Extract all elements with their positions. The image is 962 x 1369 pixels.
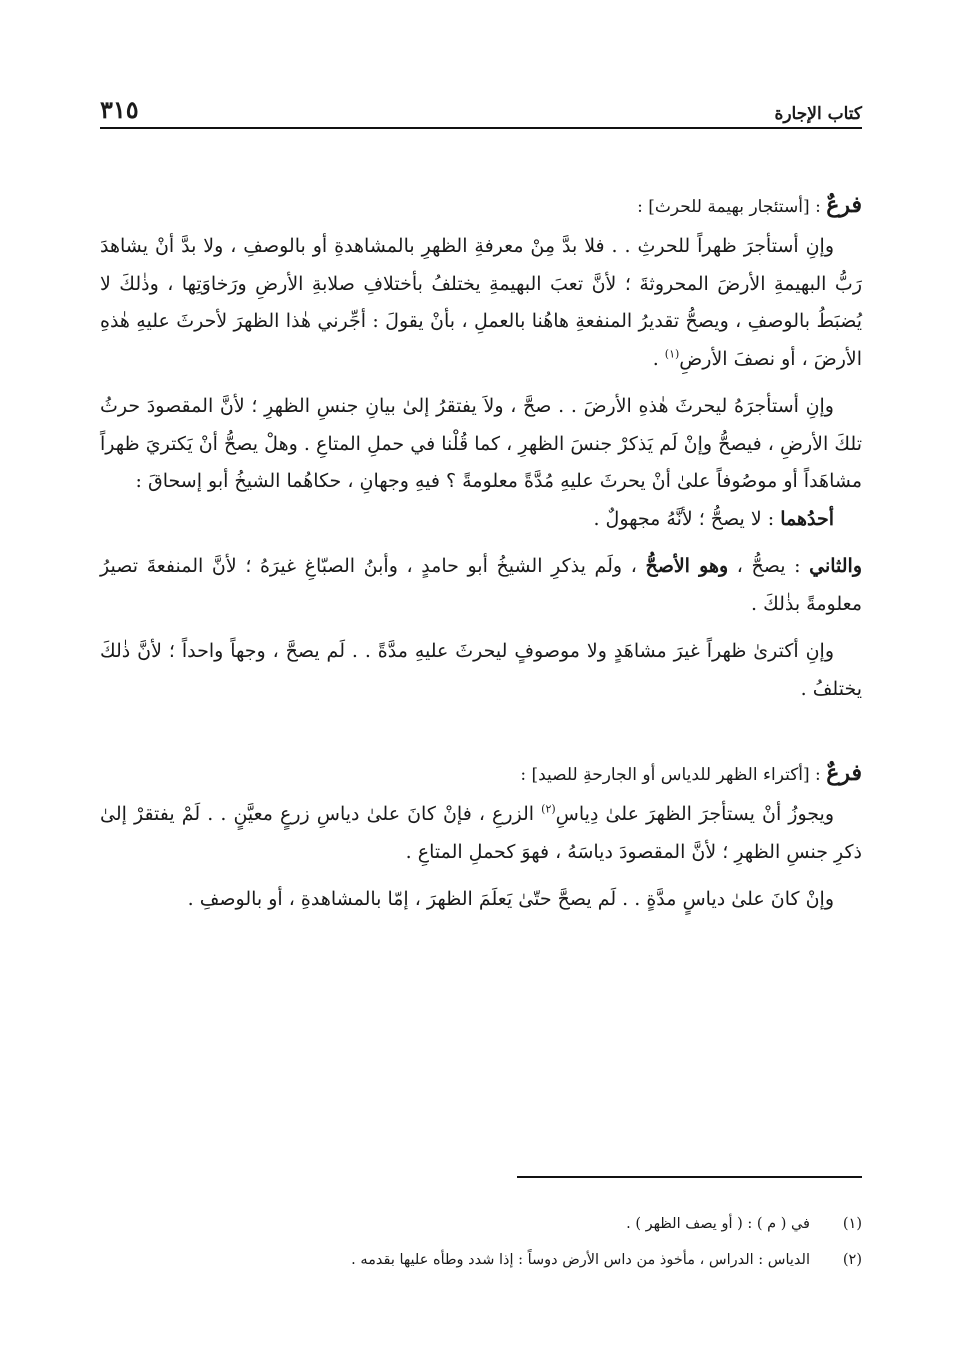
opinion-second-label: والثاني xyxy=(809,555,862,577)
paragraph-plowing-2: وإنِ أستأجرَهُ ليحرثَ هٰذهِ الأرضَ . . صحَّ ، ولاَ يفتقرُ إلىٰ بيانِ جنسِ الظهرِ ؛ لأنَّ المقصودَ حرثُ تلكَ الأرضِ ، فيصحُّ وإنْ لَم يَذكرْ جنسَ الظهرِ ، كما قُلْنا في حملِ المتاعِ . وهلْ يصحُّ أنْ يَكتريَ ظهراً مشاهَداً أو موصُوفاً علىٰ أنْ يحرثَ عليهِ مُدَّةً معلومةً ؟ فيهِ وجهانِ ، حكاهُما الشيخُ أبو إسحاقَ : xyxy=(100,395,862,492)
paragraph-end: . xyxy=(652,347,665,370)
opinion-first-text: : لا يصحُّ ؛ لأنَّهُ مجهولٌ . xyxy=(593,507,781,530)
section-heading-threshing xyxy=(100,752,862,796)
paragraph-text-rest: الزرعِ ، فإنْ كانَ علىٰ دياسِ زرعٍ معيَّنٍ . . لَمْ يفتقرْ إلىٰ ذكرِ جنسِ الظهرِ ؛ لأنَّ المقصودَ دياسَهُ ، فهوَ كحملِ المتاعِ . xyxy=(100,803,862,863)
paragraph-plowing-3: وإنِ أكترىٰ ظهراً غيرَ مشاهَدٍ ولا موصوفٍ ليحرثَ عليهِ مدَّةً . . لَم يصحَّ ، وجهاً واحداً ؛ لأنَّ ذٰلكَ يختلفُ . xyxy=(100,640,862,700)
section-title: : [أكتراء الظهر للدياس أو الجارحةِ للصيد] : xyxy=(520,765,827,785)
paragraph-plowing-1 xyxy=(100,228,862,378)
footnote-number: (٢) xyxy=(842,1252,862,1268)
opinion-first-label: أحدُهما xyxy=(780,507,834,530)
book-title: كتاب الإجارة xyxy=(774,104,862,124)
footnote-separator xyxy=(517,1176,862,1178)
footnotes xyxy=(100,1206,862,1278)
paragraph-text: وإنِ أستأجرَ ظهراً للحرثِ . . فلا بدَّ مِنْ معرفةِ الظهرِ بالمشاهدةِ أو بالوصفِ ، ولا بدَّ أنْ يشاهدَ رَبُّ البهيمةِ الأرضَ المحروثةَ ؛ لأنَّ تعبَ البهيمةِ يختلفُ بأختلافِ صلابةِ الأرضِ ورَخاوَتِها ، وذٰلكَ لا يُضبَطُ بالوصفِ ، ويصحُّ تقديرُ المنفعةِ هاهُنا بالعملِ ، بأنْ يقولَ : أجِّرني هٰذا الظهرَ لأحرثَ عليهِ هٰذهِ الأرضَ ، أو نصفَ الأرضِ xyxy=(100,235,862,370)
opinion-second-rest: ، ولَم يذكرِ الشيخُ أبو حامدٍ ، وأبنُ الصبّاغِ غيرَهُ ؛ لأنَّ المنفعةَ تصيرُ معلومةً بذٰلكَ . xyxy=(100,555,862,615)
footnote-number: (١) xyxy=(842,1216,862,1232)
main-text xyxy=(100,184,862,919)
far-label: فرعٌ xyxy=(826,760,862,786)
footnote-2 xyxy=(100,1242,862,1278)
footnote-1 xyxy=(100,1206,862,1242)
opinion-second xyxy=(100,548,862,623)
opinion-second-text: : يصحُّ ، xyxy=(728,555,810,577)
footnote-ref-2[interactable]: (٢) xyxy=(541,802,556,816)
section-title: : [أستئجار بهيمة للحرث] : xyxy=(637,197,827,217)
far-label: فرعٌ xyxy=(826,192,862,218)
footnote-text: الدياس : الدراس ، مأخوذ من داس الأرض دوساً : إذا شدد وطأه عليها بقدمه . xyxy=(351,1252,810,1268)
footnote-ref-1[interactable]: (١) xyxy=(664,347,680,361)
opinion-first xyxy=(100,501,862,539)
paragraph-text: ويجوزُ أنْ يستأجرَ الظهرَ علىٰ دِياسِ xyxy=(555,803,834,825)
page-header xyxy=(100,84,862,124)
footnote-text: في ( م ) : ( أو يصف الظهر ) . xyxy=(626,1216,810,1232)
paragraph-threshing-2: وإنْ كانَ علىٰ دياسٍ مدَّةٍ . . لَم يصحَّ حتّىٰ يَعلَمَ الظهرَ ، إمّا بالمشاهدةِ ، أو بالوصفِ . xyxy=(187,888,834,910)
paragraph-threshing-1 xyxy=(100,796,862,871)
page-number: ٣١٥ xyxy=(100,95,139,124)
section-heading-plowing xyxy=(100,184,862,228)
header-rule xyxy=(100,127,862,129)
opinion-second-preferred: وهو الأصحُّ xyxy=(645,555,729,577)
